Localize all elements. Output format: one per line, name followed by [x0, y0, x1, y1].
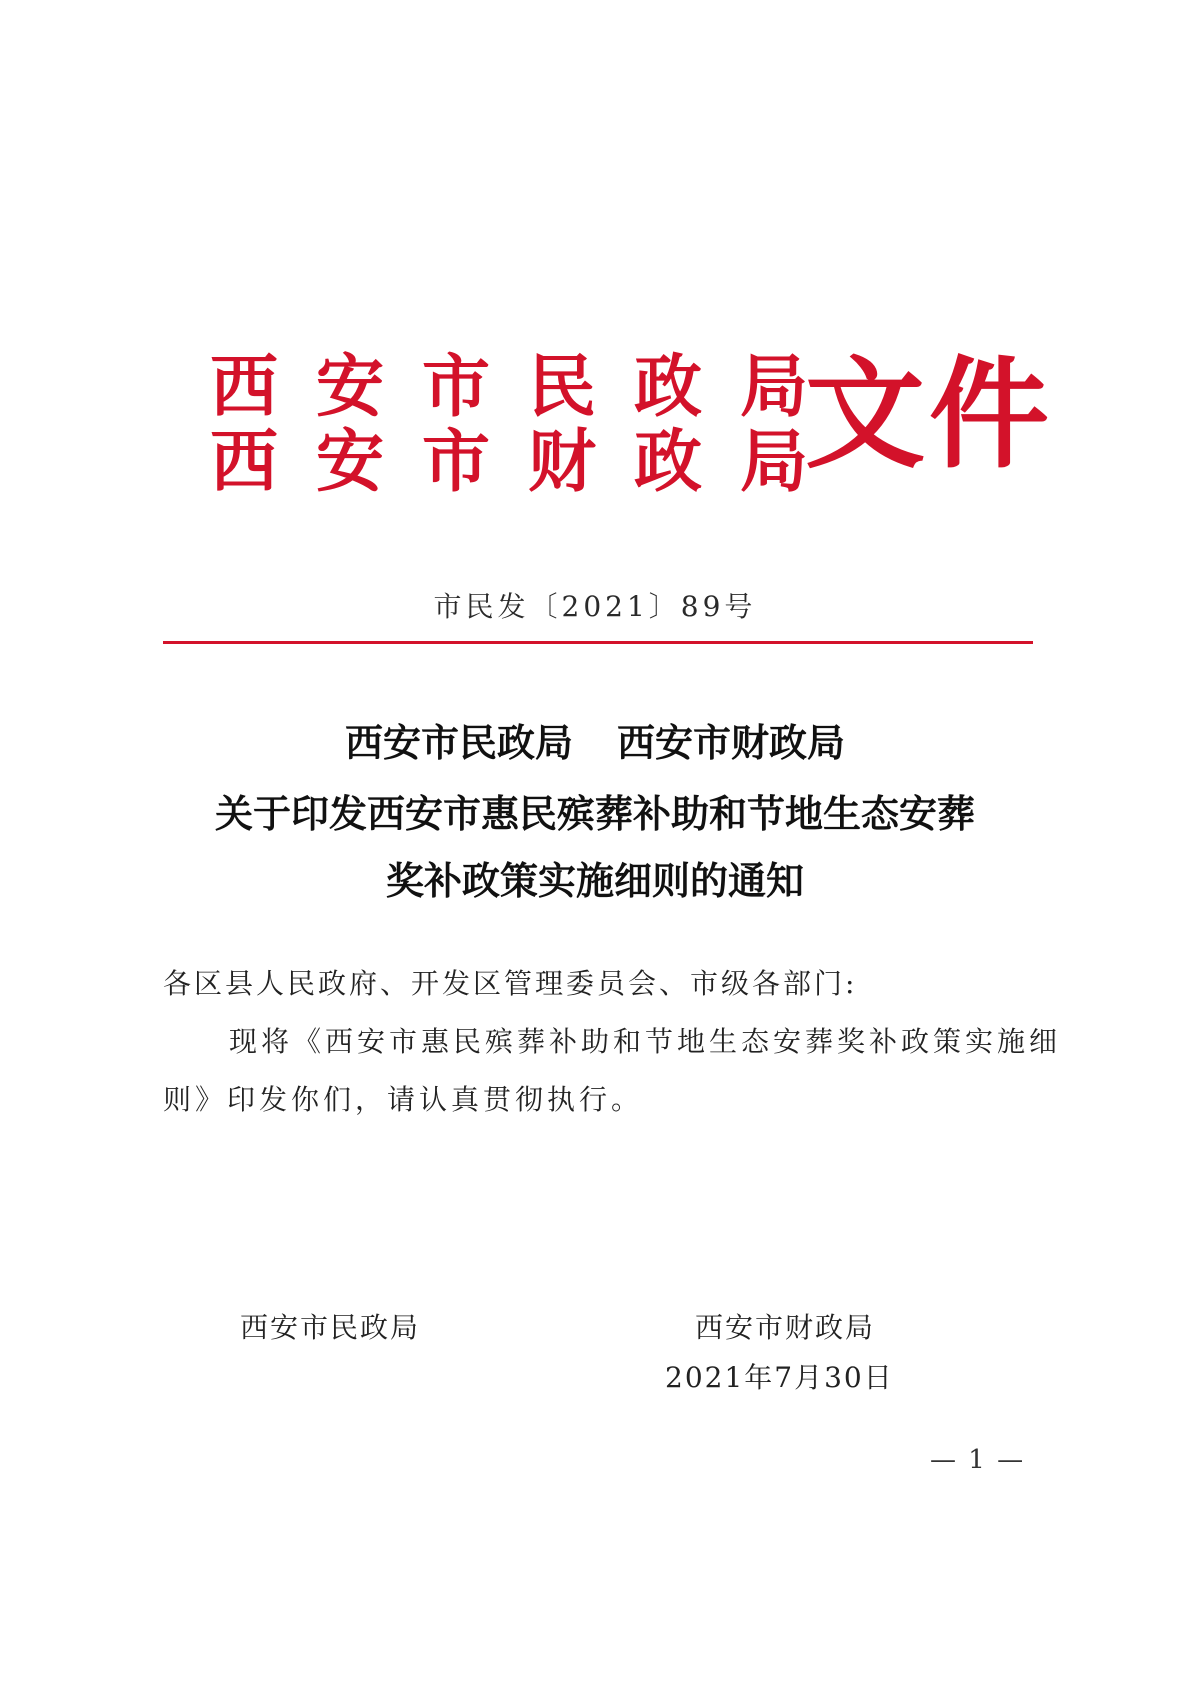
- signature-left-org: 西安市民政局: [240, 1311, 421, 1344]
- title-line-2: 关于印发西安市惠民殡葬补助和节地生态安葬: [214, 791, 975, 836]
- header-document-suffix: 文件: [805, 344, 1053, 485]
- signature-right-org: 西安市财政局: [695, 1311, 876, 1344]
- title-line-3: 奖补政策实施细则的通知: [385, 858, 804, 903]
- salutation: 各区县人民政府、开发区管理委员会、市级各部门:: [163, 967, 858, 1000]
- title-issuer-right: 西安市财政局: [617, 720, 846, 765]
- title-line-1: [0, 720, 1190, 765]
- red-divider-line: [163, 641, 1033, 644]
- signature-date: 2021年7月30日: [665, 1361, 894, 1394]
- title-issuer-left: 西安市民政局: [344, 720, 573, 765]
- header-org-line-1: 西安市民政局: [210, 347, 847, 427]
- document-number: 市民发〔2021〕89号: [433, 590, 757, 623]
- body-paragraph-line-1: 现将《西安市惠民殡葬补助和节地生态安葬奖补政策实施细: [229, 1025, 1062, 1058]
- page-number: — 1 —: [930, 1445, 1026, 1475]
- header-org-line-2: 西安市财政局: [210, 422, 847, 502]
- body-paragraph-line-2: 则》印发你们，请认真贯彻执行。: [163, 1083, 644, 1116]
